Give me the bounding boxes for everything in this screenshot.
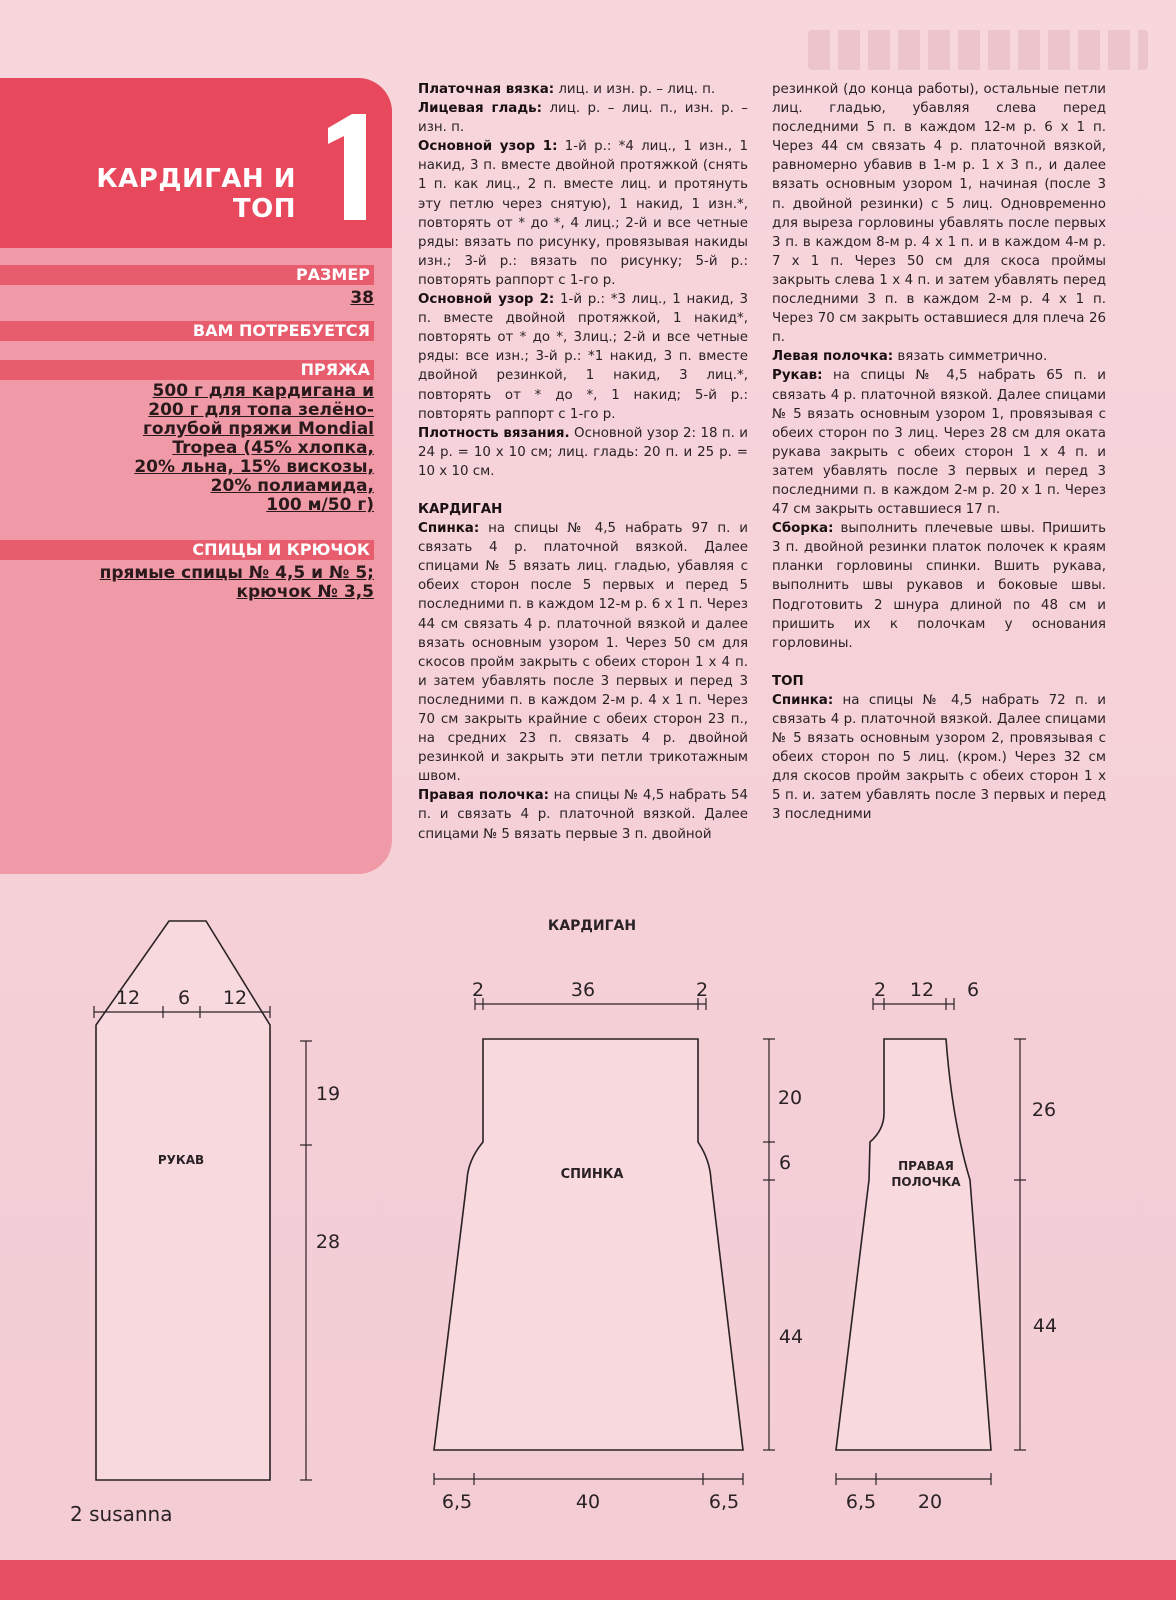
diagram-title: КАРДИГАН [547,918,637,934]
paragraph: Плотность вязания. Основной узор 2: 18 п. и 24 р. = 10 х 10 см; лиц. гладь: 20 п. и 25 р. = 10 х 10 см. [418,425,749,479]
paragraph: Лицевая гладь: лиц. р. – лиц. п., изн. р. – изн. п. [418,101,749,136]
yarn-line: 500 г для кардигана и [152,381,374,401]
paragraph: Сборка: выполнить плечевые швы. Пришить 3 п. двойной резинки платок полочек к краям планки горловины спинки. Вшить рукава, выполнить швы рукавов и боковые швы. Подготовить 2 шнура длиной по 48 см и пришить их к полочкам у основания горловины. [772,521,1106,651]
paragraph: Спинка: на спицы № 4,5 набрать 72 п. и связать 4 р. платочной вязкой. Далее спицами № 5 вязать основным узором 2, провязывая с обеих сторон по 5 лиц. (кром.) Через 32 см для скосов пройм закрыть с обеих сторон 1 х 5 п. и. затем убавлять после 3 первых и перед 3 последними [772,692,1106,823]
back-label: СПИНКА [560,1167,624,1182]
needles-label: СПИЦЫ И КРЮЧОК [0,540,374,560]
front-dim-bottom-2: 20 [917,1491,943,1513]
back-outline [434,1039,743,1450]
yarn-line: 100 м/50 г) [266,495,374,515]
paragraph: Основной узор 1: 1-й р.: *4 лиц., 1 изн., 1 накид, 3 п. вместе двойной протяжкой (снять 1 п. как лиц., 2 п. вместе лиц. и протянуть эту петлю через снятую), 1 накид, 1 изн.*, повторять от * до *, 4 лиц.; 2-й и все четные ряды: вязать по рисунку, провязывая накиды изн.; 3-й р.: вязать по рисунку; 5-й р.: повторять раппорт с 1-го р. [418,139,748,288]
sleeve-dim-top-2: 6 [177,987,191,1009]
title-line-1: КАРДИГАН И [96,164,296,194]
text-column-1 [418,80,748,844]
needles-line: крючок № 3,5 [236,582,374,602]
pattern-diagram [0,880,1176,1520]
front-dim-top-3: 6 [966,979,980,1001]
front-label-1: ПРАВАЯ [898,1159,954,1173]
need-label: ВАМ ПОТРЕБУЕТСЯ [0,321,374,341]
yarn-line: 200 г для топа зелёно- [148,400,374,420]
back-dim-top-3: 2 [695,979,709,1001]
needles-line: прямые спицы № 4,5 и № 5; [99,563,374,583]
front-dim-right-2: 44 [1032,1315,1058,1337]
yarn-label: ПРЯЖА [0,360,374,380]
back-dim-bottom-3: 6,5 [708,1491,740,1513]
sidebar [0,78,392,874]
yarn-line: голубой пряжи Mondial [142,419,374,439]
front-dim-bottom-1: 6,5 [845,1491,877,1513]
paragraph: Правая полочка: на спицы № 4,5 набрать 54 п. и связать 4 р. платочной вязкой. Далее спицами № 5 вязать первые 3 п. двойной [418,788,748,842]
back-dim-right-1: 20 [777,1087,803,1109]
page-title [96,164,296,224]
section-heading-top: ТОП [772,673,804,689]
needles-value [60,564,374,602]
title-line-2: ТОП [232,194,296,224]
front-outline [836,1039,991,1450]
yarn-value [60,382,374,515]
front-dim-top-2: 12 [909,979,935,1001]
paragraph: Рукав: на спицы № 4,5 набрать 65 п. и связать 4 р. платочной вязкой. Далее спицами № 5 вязать основным узором 1, провязывая с обеих сторон по 3 лиц. Через 28 см для оката рукава закрыть с обеих сторон 1 х 4 п. и затем убавлять после 3 первых и перед 3 последними п. в каждом 2-м р. 20 х 1 п. Через 47 см закрыть оставшиеся 17 п. [772,368,1106,518]
sleeve-dim-top-1: 12 [115,987,141,1009]
yarn-line: 20% полиамида, [210,476,374,496]
page-number: 2 [70,1502,83,1526]
size-value: 38 [350,288,374,308]
front-dim-top-1: 2 [873,979,887,1001]
back-dim-right-2: 6 [778,1152,792,1174]
yarn-line: 20% льна, 15% вискозы, [134,457,374,477]
sleeve-dim-right-1: 19 [315,1083,341,1105]
paragraph: Основной узор 2: 1-й р.: *3 лиц., 1 накид, 3 п. вместе двойной протяжкой, 1 накид*, повторять от * до *, 3лиц.; 2-й и все четные ряды: все изн.; 3-й р.: *1 накид, 3 п. вместе двойной резинкой, 1 накид, 3 лиц.*, повторять от * до *, 1 накид; 5-й р.: повторять раппорт с 1-го р. [418,292,748,422]
back-dim-bottom-1: 6,5 [441,1491,473,1513]
back-dim-bottom-2: 40 [575,1491,601,1513]
bottom-accent-bar [0,1560,1176,1600]
back-dim-top-1: 2 [471,979,485,1001]
paragraph: резинкой (до конца работы), остальные петли лиц. гладью, убавляя слева перед последними 5 п. в каждом 12-м р. 6 х 1 п. Через 44 см связать 4 р. платочной вязкой, равномерно убавив в 1-м р. 1 х 3 п., и далее вязать основным узором 1, начиная (после 3 п. двойной резинки) с 5 лиц. Одновременно для выреза горловины убавлять после первых 3 п. в каждом 8-м р. 4 х 1 п. и в каждом 4-м р. 7 х 1 п. Через 50 см для скоса проймы закрыть слева 1 х 4 п. и затем убавлять перед последними 3 п. в каждом 2-м р. 4 х 1 п. Через 70 см закрыть оставшиеся для плеча 26 п. [772,82,1106,346]
title-number-shape [328,114,366,220]
paragraph: Левая полочка: вязать симметрично. [772,349,1048,365]
diagram-svg [0,880,1176,1520]
watermark-header [808,30,1148,70]
paragraph: Платочная вязка: лиц. и изн. р. – лиц. п. [418,82,716,97]
paragraph: Спинка: на спицы № 4,5 набрать 97 п. и связать 4 р. платочной вязкой. Далее спицами № 5 вязать лиц. гладью, убавляя с обеих сторон после 5 первых и перед 5 последними п. в каждом 12-м р. 6 х 1 п. Через 44 см связать 4 р. платочной вязкой и далее вязать основным узором 1. Через 50 см для скосов пройм закрыть с обеих сторон 1 х 4 п. и затем убавлять после 3 первых и перед 3 последними п. в каждом 2-м р. 4 х 1 п. Через 70 см закрыть крайние с обеих сторон 23 п., на средних 23 п. связать 4 р. двойной резинкой и закрыть эти петли трикотажным швом. [418,521,748,785]
back-dim-right-3: 44 [778,1326,804,1348]
front-dim-right-1: 26 [1031,1099,1057,1121]
back-dim-top-2: 36 [570,979,596,1001]
sleeve-dim-top-3: 12 [222,987,248,1009]
page-footer [70,1502,172,1526]
title-number-graphic [318,114,366,220]
size-label: РАЗМЕР [0,265,374,285]
text-column-2 [772,80,1106,825]
front-label-2: ПОЛОЧКА [891,1175,961,1189]
sleeve-label: РУКАВ [157,1153,205,1167]
section-heading-cardigan: КАРДИГАН [418,501,503,517]
yarn-line: Tropea (45% хлопка, [172,438,374,458]
sleeve-dim-right-2: 28 [315,1231,341,1253]
magazine-brand: susanna [89,1502,173,1526]
